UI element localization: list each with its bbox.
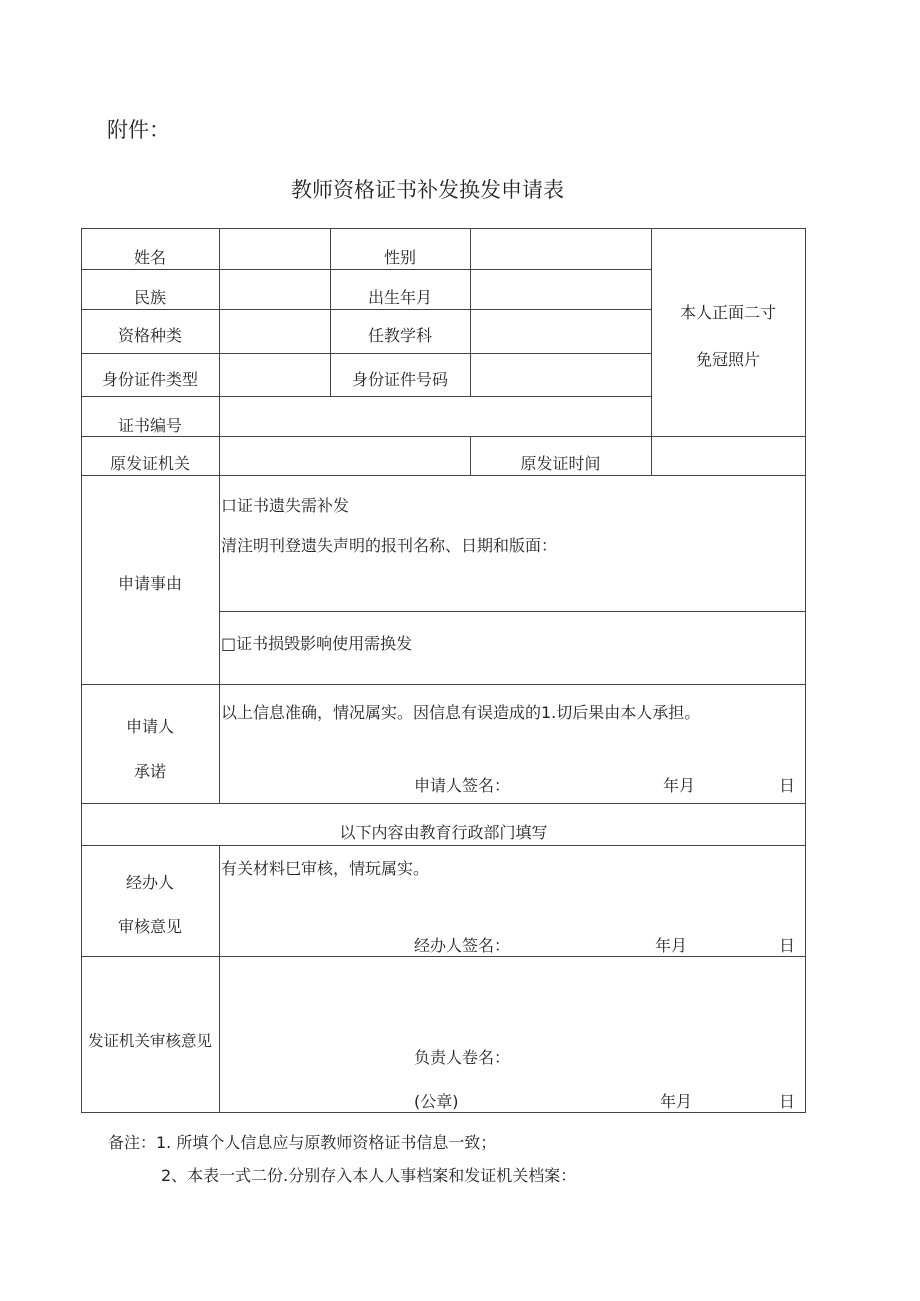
handler-year-month: 年月 bbox=[655, 936, 688, 955]
authority-day: 日 bbox=[779, 1092, 796, 1111]
applicant-signature-label: 申请人签名： bbox=[414, 776, 511, 795]
note-line-1: 备注：1. 所填个人信息应与原教师资格证书信息一致； bbox=[108, 1133, 497, 1152]
label-gender: 性别 bbox=[383, 248, 416, 267]
applicant-day: 日 bbox=[779, 776, 796, 795]
responsible-signature-label: 负责人卷名： bbox=[414, 1048, 511, 1067]
label-authority-review: 发证机关审核意见 bbox=[87, 1032, 212, 1050]
label-id-number: 身份证件号码 bbox=[351, 370, 448, 389]
note-line-2: 2、本表一式二份.分别存入本人人事档案和发证机关档案： bbox=[161, 1166, 577, 1185]
photo-instruction-line1: 本人正面二寸 bbox=[679, 303, 776, 322]
label-issuing-authority: 原发证机关 bbox=[109, 454, 190, 473]
label-issue-date: 原发证时间 bbox=[520, 454, 601, 473]
label-ethnicity: 民族 bbox=[133, 288, 166, 307]
applicant-year-month: 年月 bbox=[663, 776, 696, 795]
label-id-type: 身份证件类型 bbox=[101, 370, 198, 389]
option-damaged-replace[interactable]: □证书损毁影响使用需换发 bbox=[221, 634, 413, 653]
handler-review-text: 有关材料巳审核，情玩属实。 bbox=[221, 859, 430, 878]
promise-text: 以上信息准确，情况属实。因信息有误造成的1.切后果由本人承担。 bbox=[221, 703, 701, 722]
label-cert-number: 证书编号 bbox=[117, 416, 182, 435]
attachment-label: 附件： bbox=[107, 118, 170, 142]
label-name: 姓名 bbox=[133, 248, 166, 267]
handler-day: 日 bbox=[779, 936, 796, 955]
label-reason: 申请事由 bbox=[117, 574, 182, 593]
authority-year-month: 年月 bbox=[660, 1092, 693, 1111]
photo-instruction-line2: 免冠照片 bbox=[695, 350, 760, 369]
lost-notice-instruction: 清注明刊登遗失声明的报刊名称、日期和版面： bbox=[221, 536, 558, 555]
label-review-opinion: 审核意见 bbox=[117, 917, 182, 936]
handler-signature-label: 经办人签名： bbox=[414, 936, 511, 955]
label-subject: 任教学科 bbox=[367, 326, 432, 345]
label-birth: 出生年月 bbox=[367, 288, 432, 307]
option-lost-reissue[interactable]: 口证书遗失需补发 bbox=[221, 496, 350, 515]
dept-section-header: 以下内容由教育行政部门填写 bbox=[339, 823, 548, 842]
label-applicant: 申请人 bbox=[125, 717, 174, 736]
label-promise: 承诺 bbox=[133, 762, 166, 781]
official-seal-label: (公章) bbox=[414, 1092, 459, 1111]
label-cert-type: 资格种类 bbox=[117, 326, 182, 345]
form-title: 教师资格证书补发换发申请表 bbox=[291, 178, 564, 202]
label-handler: 经办人 bbox=[125, 873, 174, 892]
